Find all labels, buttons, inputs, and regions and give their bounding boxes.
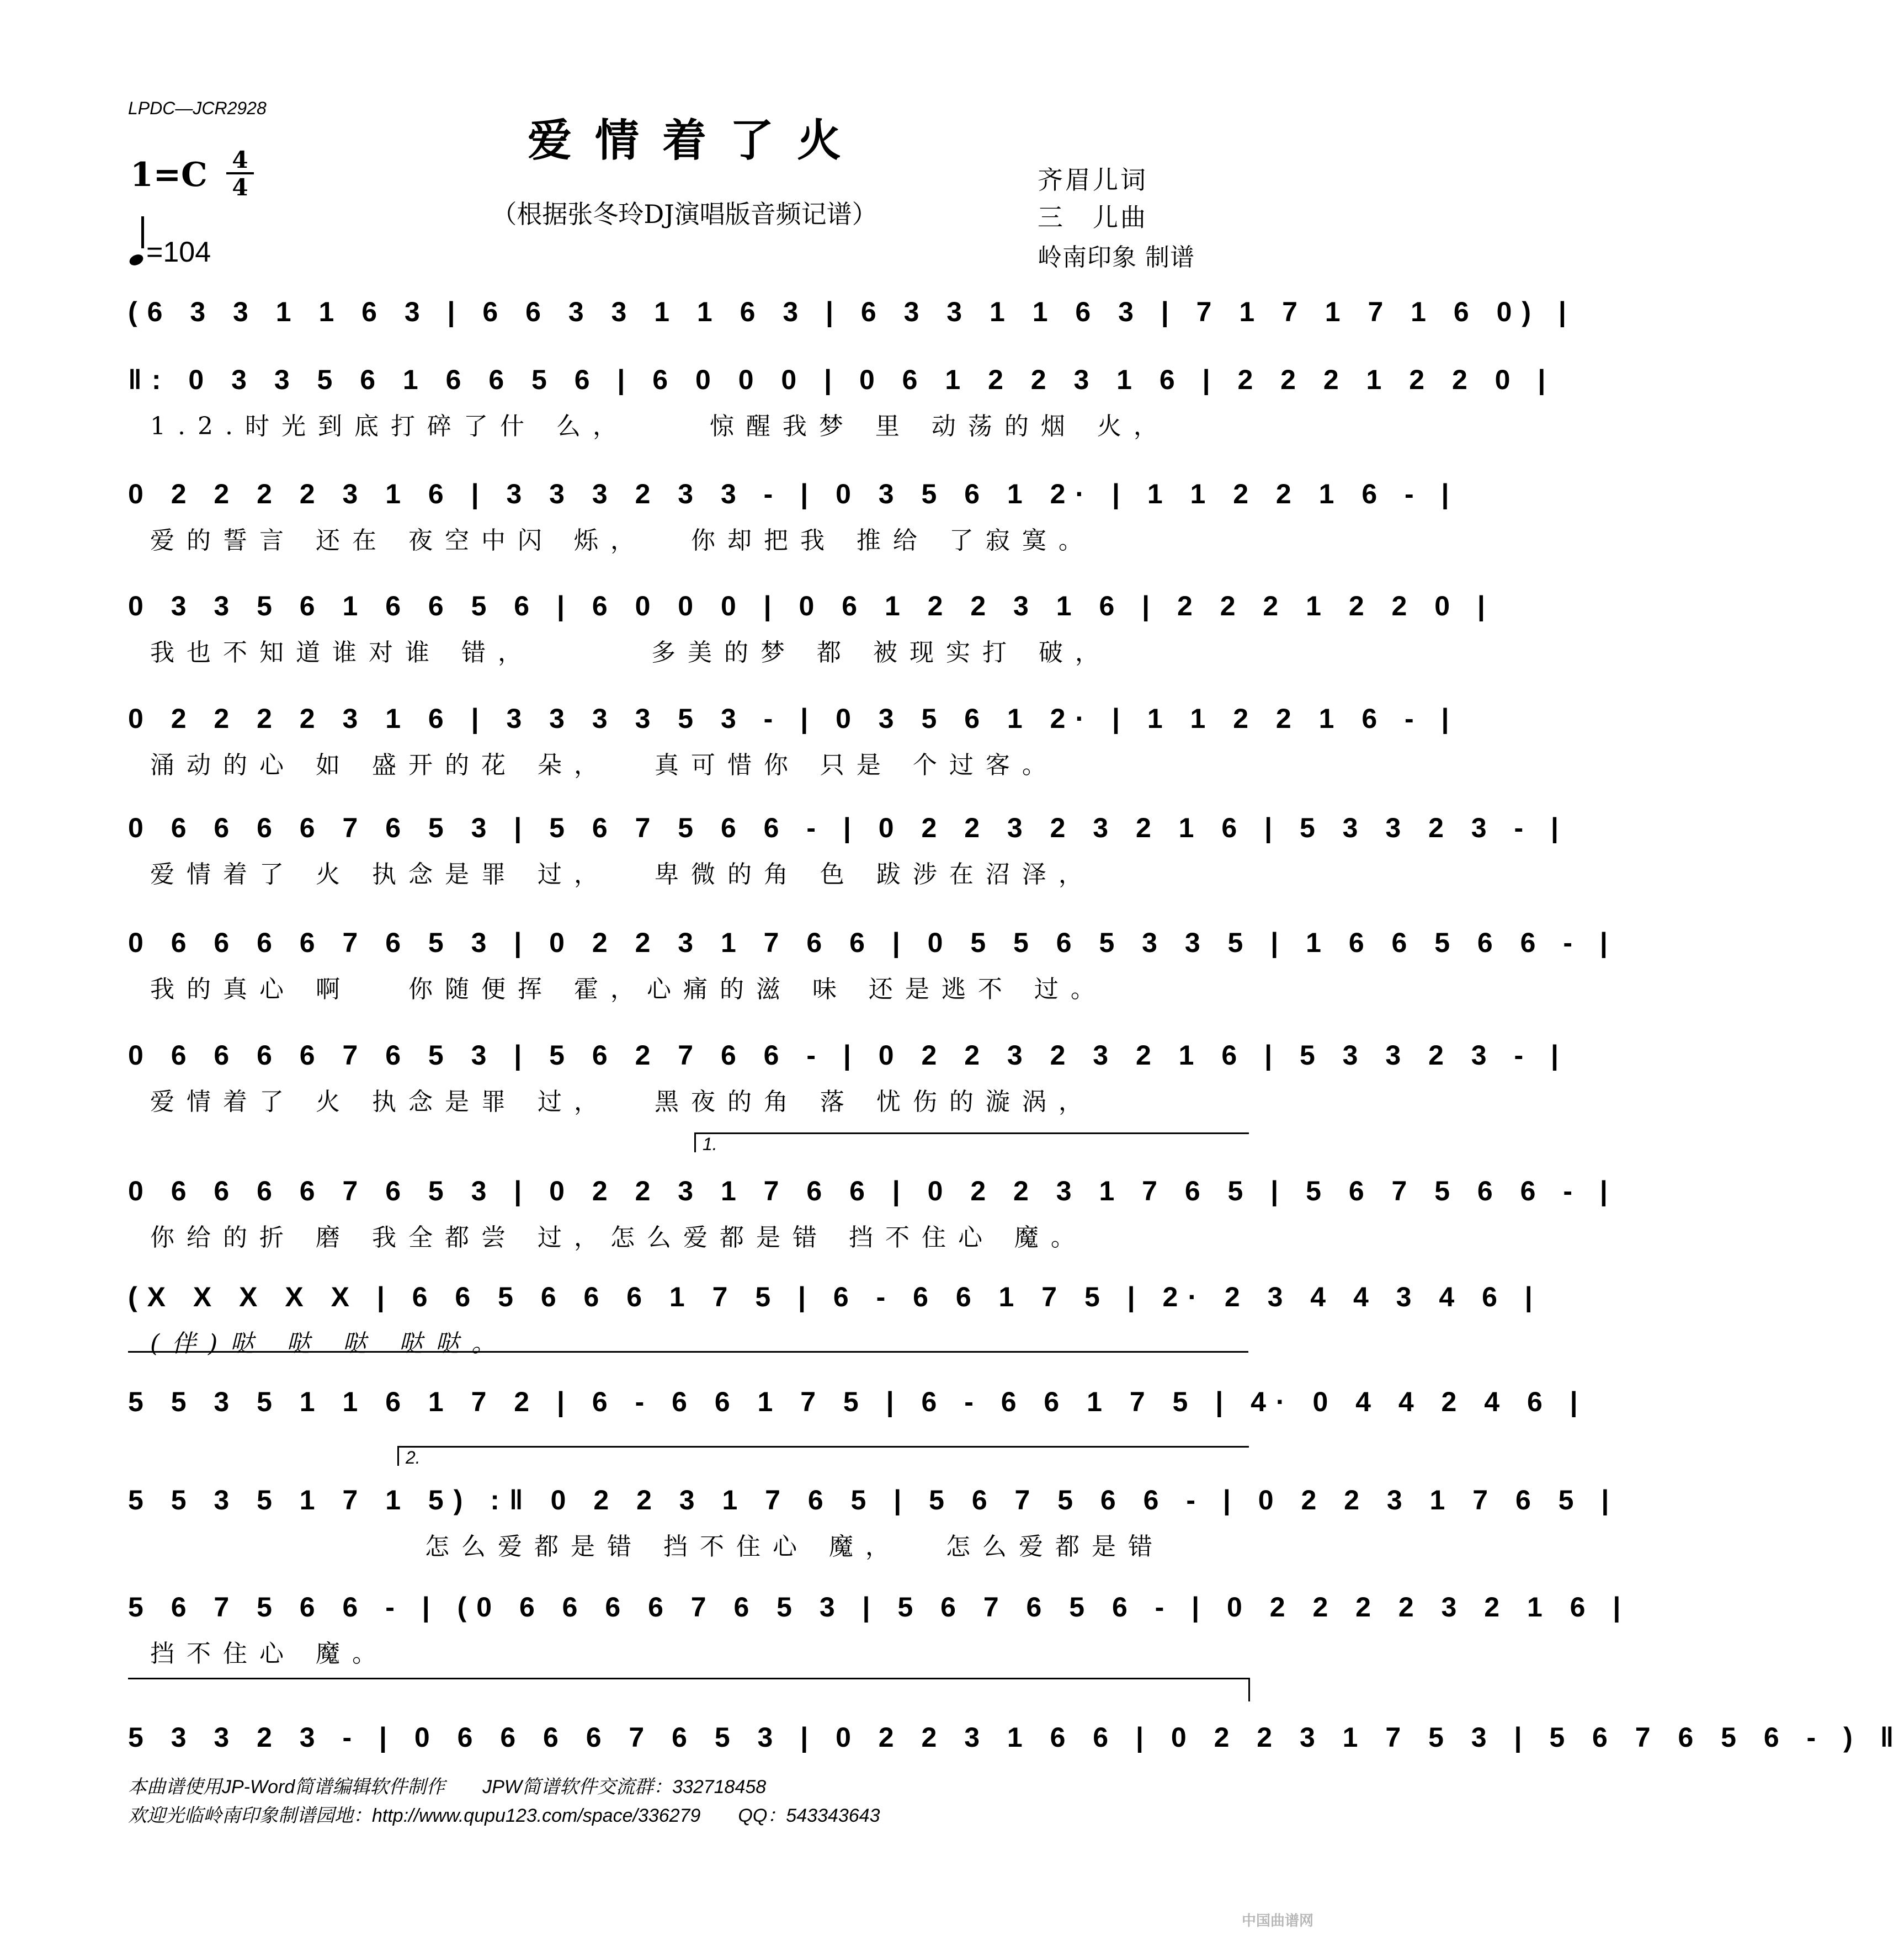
- composer-credit: 三 儿曲: [1038, 203, 1148, 232]
- note-stem: [141, 216, 144, 248]
- lyric-line: 我也不知道谁对谁 错， 多美的梦 都 被现实打 破，: [150, 639, 1111, 667]
- time-signature-bottom: 4: [232, 174, 248, 201]
- lyric-line: 我的真心 啊 你随便挥 霍，心痛的滋 味 还是逃不 过。: [150, 975, 1107, 1003]
- second-ending-label: 2.: [406, 1448, 421, 1467]
- notation: 0 2 2 2 2 3 1 6 | 3 3 3 2 3 3 - | 0 3 5 6 1 2· | 1 1 2 2 1 6 - |: [128, 478, 1459, 509]
- key-signature: 1=C: [130, 156, 208, 194]
- lyric-line: 怎么爱都是错 挡不住心 魔， 怎么爱都是错: [150, 1533, 1164, 1561]
- notation: 0 6 6 6 6 7 6 5 3 | 5 6 7 5 6 6 - | 0 2 2 3 2 3 2 1 6 | 5 3 3 2 3 - |: [128, 812, 1568, 843]
- score-code: LPDC—JCR2928: [128, 98, 267, 118]
- notation: (X X X X X | 6 6 5 6 6 6 1 7 5 | 6 - 6 6 1 7 5 | 2· 2 3 4 4 3 4 6 |: [128, 1281, 1543, 1312]
- final-section-bracket: [128, 1678, 1250, 1701]
- lyric-line: 爱情着了 火 执念是罪 过， 卑微的角 色 跋涉在沼泽，: [150, 860, 1095, 889]
- arranger-credit: 岭南印象 制谱: [1038, 243, 1195, 272]
- notation: 0 6 6 6 6 7 6 5 3 | 5 6 2 7 6 6 - | 0 2 2 3 2 3 2 1 6 | 5 3 3 2 3 - |: [128, 1040, 1568, 1071]
- footer-site-note: 欢迎光临岭南印象制谱园地：http://www.qupu123.com/space/336279 QQ：543343643: [128, 1805, 880, 1826]
- notation: 5 6 7 5 6 6 - | (0 6 6 6 6 7 6 5 3 | 5 6 7 6 5 6 - | 0 2 2 2 2 3 2 1 6 |: [128, 1592, 1631, 1623]
- notation: 5 5 3 5 1 7 1 5) :‖ 0 2 2 3 1 7 6 5 | 5 6 7 5 6 6 - | 0 2 2 3 1 7 6 5 |: [128, 1485, 1619, 1515]
- notation: 5 5 3 5 1 1 6 1 7 2 | 6 - 6 6 1 7 5 | 6 - 6 6 1 7 5 | 4· 0 4 4 2 4 6 |: [128, 1386, 1588, 1417]
- song-subtitle: （根据张冬玲DJ演唱版音频记谱）: [491, 199, 877, 229]
- lyric-line: 涌动的心 如 盛开的花 朵， 真可惜你 只是 个过客。: [150, 751, 1059, 779]
- tempo-value: =104: [146, 236, 211, 268]
- tempo-marking: [129, 230, 211, 269]
- footer-software-note: 本曲谱使用JP-Word简谱编辑软件制作 JPW简谱软件交流群：332718458: [128, 1777, 767, 1797]
- time-signature-top: 4: [232, 146, 248, 173]
- first-ending-bracket: [694, 1132, 1249, 1152]
- lyric-line: 挡不住心 魔。: [150, 1640, 389, 1668]
- quarter-note-icon: [127, 252, 145, 267]
- first-ending-label: 1.: [703, 1134, 717, 1154]
- notation: 0 6 6 6 6 7 6 5 3 | 0 2 2 3 1 7 6 6 | 0 2 2 3 1 7 6 5 | 5 6 7 5 6 6 - |: [128, 1176, 1618, 1206]
- notation: 5 3 3 2 3 - | 0 6 6 6 6 7 6 5 3 | 0 2 2 3 1 6 6 | 0 2 2 3 1 7 5 3 | 5 6 7 6 5 6 - ) ‖: [128, 1722, 1904, 1753]
- song-title: 爱情着了火: [528, 114, 864, 166]
- second-ending-bracket: [397, 1446, 1249, 1466]
- staff-top-rule: [128, 1351, 1248, 1375]
- notation: 0 2 2 2 2 3 1 6 | 3 3 3 3 5 3 - | 0 3 5 6 1 2· | 1 1 2 2 1 6 - |: [128, 703, 1459, 734]
- lyric-line: 1.2.时光到底打碎了什 么， 惊醒我梦 里 动荡的烟 火，: [150, 412, 1170, 440]
- notation: ‖: 0 3 3 5 6 1 6 6 5 6 | 6 0 0 0 | 0 6 1 2 2 3 1 6 | 2 2 2 1 2 2 0 |: [128, 364, 1556, 395]
- notation: 0 6 6 6 6 7 6 5 3 | 0 2 2 3 1 7 6 6 | 0 5 5 6 5 3 3 5 | 1 6 6 5 6 6 - |: [128, 927, 1618, 958]
- lyricist-credit: 齐眉儿词: [1038, 165, 1148, 195]
- lyric-line: 爱情着了 火 执念是罪 过， 黑夜的角 落 忧伤的漩涡，: [150, 1088, 1095, 1116]
- notation: 0 3 3 5 6 1 6 6 5 6 | 6 0 0 0 | 0 6 1 2 2 3 1 6 | 2 2 2 1 2 2 0 |: [128, 591, 1495, 621]
- notation: (6 3 3 1 1 6 3 | 6 6 3 3 1 1 6 3 | 6 3 3 1 1 6 3 | 7 1 7 1 7 1 6 0) |: [128, 296, 1576, 327]
- time-signature: [226, 146, 254, 201]
- lyric-line: (伴)哒 哒 哒 哒哒。: [150, 1329, 508, 1358]
- site-watermark: 中国曲谱网: [1242, 1913, 1314, 1929]
- lyric-line: 你给的折 磨 我全都尝 过，怎么爱都是错 挡不住心 魔。: [150, 1224, 1087, 1252]
- lyric-line: 爱的誓言 还在 夜空中闪 烁， 你却把我 推给 了寂寞。: [150, 526, 1095, 555]
